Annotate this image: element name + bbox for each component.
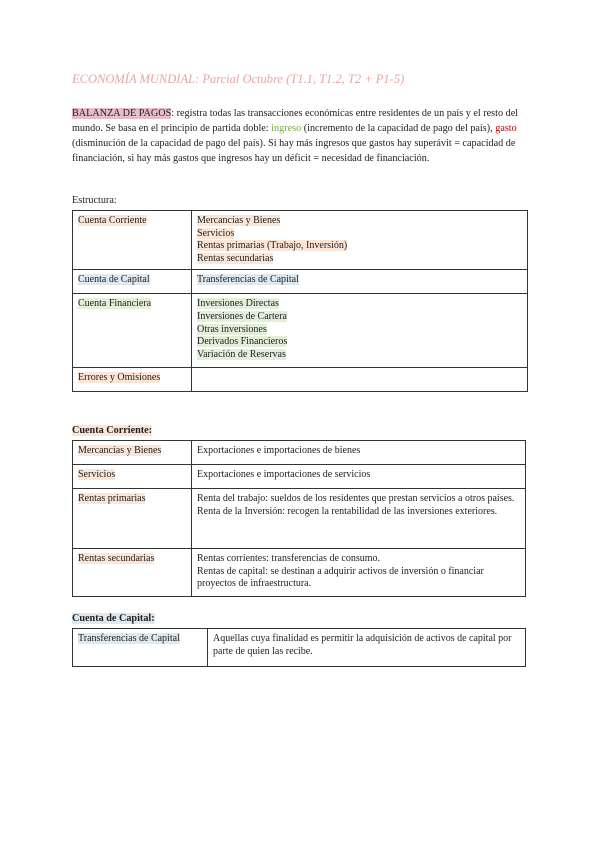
- table-row: [73, 270, 528, 294]
- row-label: Rentas primarias: [78, 493, 146, 504]
- intro-ingreso: ingreso: [271, 123, 302, 134]
- table-row: [73, 629, 526, 667]
- row-description: Rentas de capital: se destinan a adquirir activos de inversión o financiar proyectos de infraestructura.: [197, 565, 484, 590]
- estructura-label: Estructura:: [72, 195, 117, 206]
- intro-text-3: (disminución de la capacidad de pago del país). Si hay más ingresos que gastos hay superávit = capacidad de financiación, si hay más gastos que ingresos hay un déficit = necesidad de financiación.: [72, 138, 516, 164]
- list-item: Rentas secundarias: [197, 252, 274, 264]
- table-row: [73, 465, 526, 489]
- list-item: Otras inversiones: [197, 323, 267, 335]
- list-item: Mercancías y Bienes: [197, 215, 281, 226]
- list-item: Transferencias de Capital: [197, 274, 299, 286]
- intro-paragraph: [72, 106, 528, 166]
- table-row: [73, 294, 528, 368]
- row-description: Exportaciones e importaciones de bienes: [197, 445, 361, 456]
- row-description: Renta del trabajo: sueldos de los residentes que prestan servicios a otros países.: [197, 493, 515, 504]
- row-label-cuenta-corriente: Cuenta Corriente: [78, 215, 147, 226]
- row-description: Renta de la Inversión: recogen la rentabilidad de las inversiones exteriores.: [197, 505, 498, 517]
- row-label: Transferencias de Capital: [78, 633, 180, 644]
- cuenta-capital-heading: Cuenta de Capital:: [72, 613, 155, 624]
- intro-text-2: (incremento de la capacidad de pago del país),: [301, 123, 496, 134]
- row-label: Servicios: [78, 469, 116, 480]
- row-description: Aquellas cuya finalidad es permitir la adquisición de activos de capital por parte de quien las recibe.: [213, 633, 512, 657]
- intro-text-1: : registra todas las transacciones económicas entre residentes de un país y el resto del mundo. Se basa en el principio de partida doble:: [72, 108, 519, 134]
- table-row: [73, 489, 526, 549]
- row-description: Rentas corrientes: transferencias de consumo.: [197, 553, 380, 564]
- document-title: ECONOMÍA MUNDIAL: Parcial Octubre (T1.1, T1.2, T2 + P1-5): [72, 72, 405, 86]
- cuenta-corriente-table: [72, 440, 526, 597]
- intro-term: BALANZA DE PAGOS: [72, 108, 172, 119]
- cuenta-corriente-heading: Cuenta Corriente:: [72, 425, 153, 436]
- list-item: Derivados Financieros: [197, 336, 288, 348]
- row-label-cuenta-capital: Cuenta de Capital: [78, 274, 150, 286]
- estructura-table: [72, 210, 528, 392]
- list-item: Rentas primarias (Trabajo, Inversión): [197, 240, 348, 252]
- intro-gasto: gasto: [495, 123, 517, 134]
- table-row: [73, 211, 528, 270]
- row-label: Mercancías y Bienes: [78, 445, 162, 456]
- table-row: [73, 549, 526, 597]
- row-label-cuenta-financiera: Cuenta Financiera: [78, 298, 152, 310]
- list-item: Inversiones Directas: [197, 298, 279, 310]
- list-item: Variación de Reservas: [197, 348, 286, 360]
- list-item: Inversiones de Cartera: [197, 310, 287, 322]
- row-label: Rentas secundarias: [78, 553, 155, 564]
- row-label-errores-omisiones: Errores y Omisiones: [78, 372, 161, 384]
- cuenta-capital-table: [72, 628, 526, 667]
- table-row: [73, 441, 526, 465]
- list-item: Servicios: [197, 227, 235, 239]
- row-description: Exportaciones e importaciones de servicios: [197, 469, 371, 480]
- table-row: [73, 368, 528, 392]
